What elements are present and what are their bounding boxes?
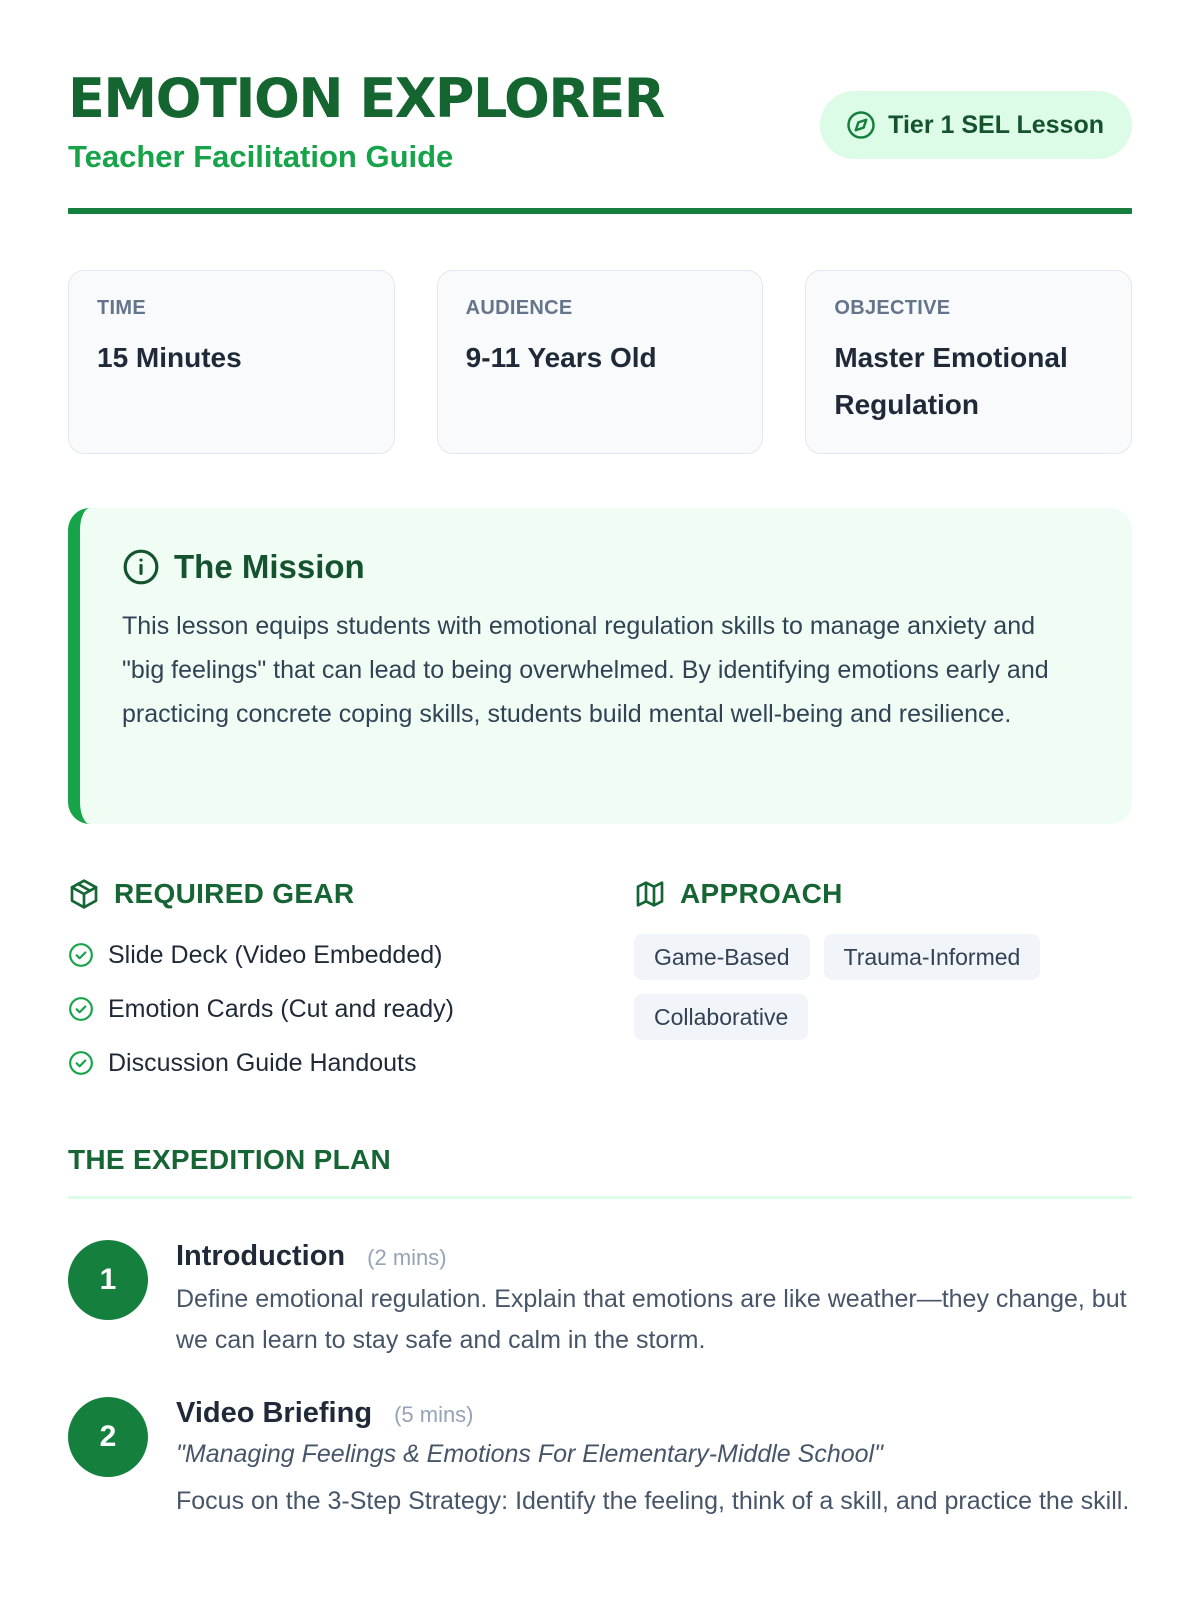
card-value: 15 Minutes [97, 342, 242, 373]
required-gear-section [68, 878, 588, 1090]
objective-card [805, 270, 1132, 454]
gear-item-label: Slide Deck (Video Embedded) [108, 940, 443, 969]
step-duration: (5 mins) [394, 1402, 474, 1427]
step-title: Introduction [176, 1240, 346, 1272]
list-item [68, 982, 588, 1036]
step-duration: (2 mins) [367, 1245, 447, 1270]
approach-header [634, 878, 1132, 910]
approach-tags [634, 934, 1132, 1040]
check-circle-icon [68, 942, 94, 968]
approach-tag: Game-Based [634, 934, 810, 980]
step-header [176, 1397, 1132, 1430]
approach-section [634, 878, 1132, 1040]
gear-item-label: Emotion Cards (Cut and ready) [108, 994, 454, 1023]
card-value: 9-11 Years Old [465, 342, 657, 373]
mission-text: This lesson equips students with emotional regulation skills to manage anxiety and "big feelings" that can lead to being overwhelmed. By identifying emotions early and practicing concrete coping skills, students build mental well-being and resilience. [122, 612, 1049, 728]
card-label: OBJECTIVE [834, 297, 951, 319]
compass-icon [846, 110, 876, 140]
tier-badge-label: Tier 1 SEL Lesson [888, 110, 1104, 139]
card-label: TIME [97, 297, 146, 319]
card-value: Master Emotional Regulation [834, 342, 1068, 421]
header-divider [68, 208, 1132, 214]
gear-list [68, 928, 588, 1090]
audience-card [437, 270, 764, 454]
approach-title: APPROACH [680, 878, 843, 909]
gear-header [68, 878, 588, 910]
list-item [68, 928, 588, 982]
gear-title: REQUIRED GEAR [114, 878, 355, 909]
info-cards [68, 270, 1132, 454]
time-card [68, 270, 395, 454]
step-description: Define emotional regulation. Explain that emotions are like weather—they change, but we can learn to stay safe and calm in the storm. [176, 1285, 1127, 1354]
plan-step [68, 1240, 1132, 1361]
approach-tag: Trauma-Informed [824, 934, 1041, 980]
map-icon [634, 878, 666, 910]
step-description: Focus on the 3-Step Strategy: Identify the feeling, think of a skill, and practice the skill. [176, 1487, 1130, 1515]
header [68, 0, 1132, 218]
gear-item-label: Discussion Guide Handouts [108, 1048, 417, 1077]
plan-divider [68, 1196, 1132, 1199]
step-video-title: "Managing Feelings & Emotions For Elementary-Middle School" [176, 1440, 883, 1468]
plan-title: THE EXPEDITION PLAN [68, 1144, 392, 1175]
step-header [176, 1240, 1132, 1273]
step-number: 1 [68, 1240, 148, 1320]
page-title: EMOTION EXPLORER [68, 67, 664, 130]
package-icon [68, 878, 100, 910]
approach-tag: Collaborative [634, 994, 808, 1040]
info-icon [122, 548, 160, 586]
list-item [68, 1036, 588, 1090]
card-label: AUDIENCE [465, 297, 573, 319]
check-circle-icon [68, 1050, 94, 1076]
plan-steps [68, 1240, 1132, 1522]
step-title: Video Briefing [176, 1397, 373, 1429]
mission-callout [68, 508, 1132, 824]
check-circle-icon [68, 996, 94, 1022]
mission-title: The Mission [174, 548, 365, 585]
step-number: 2 [68, 1397, 148, 1477]
mission-header [122, 548, 1084, 586]
plan-step [68, 1397, 1132, 1522]
tier-badge [820, 91, 1132, 159]
page-subtitle: Teacher Facilitation Guide [68, 139, 454, 174]
